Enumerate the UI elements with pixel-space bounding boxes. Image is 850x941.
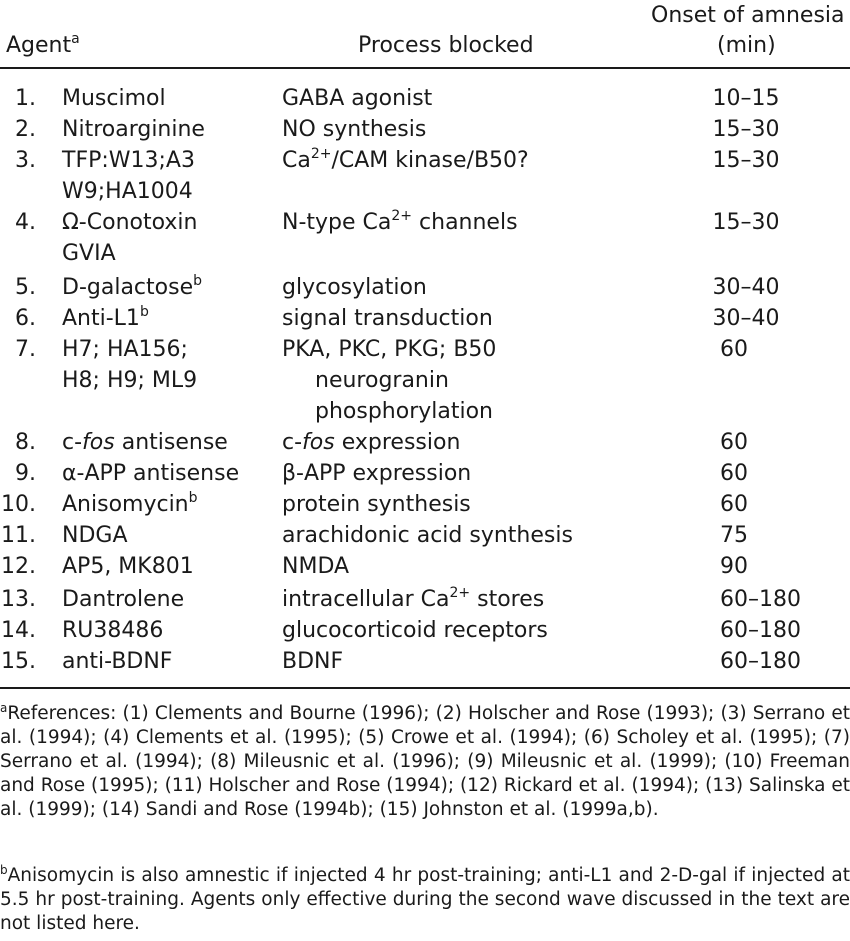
row-number: 8. [15, 430, 36, 455]
header-agent-label: Agent [6, 33, 72, 58]
header-rule [0, 67, 850, 69]
row-agent [62, 427, 228, 458]
footnote-b-text: Anisomycin is also amnestic if injected 4 hr post-training; anti-L1 and 2-D-gal if injected at 5.5 hr post-training. Agents only effective during the second wave discussed in the text are not listed here. [0, 865, 850, 934]
row-agent [62, 489, 198, 520]
row-onset: 30–40 [712, 306, 780, 331]
row-agent: Ω-Conotoxin [62, 210, 198, 235]
footnote-b-mark: b [0, 863, 8, 877]
agent-footnote-mark: b [193, 273, 202, 289]
row-process: glycosylation [282, 275, 427, 300]
row-agent-continuation: W9;HA1004 [62, 179, 193, 204]
row-number: 14. [1, 618, 36, 643]
row-agent [62, 303, 149, 334]
row-agent: Nitroarginine [62, 117, 205, 142]
row-agent: α-APP antisense [62, 461, 240, 486]
row-process: signal transduction [282, 306, 493, 331]
header-agent-footnote-mark: a [71, 31, 80, 47]
row-process-continuation: phosphorylation [315, 399, 493, 424]
row-onset: 60 [720, 337, 748, 362]
process-text-rest: stores [470, 587, 545, 612]
process-text-rest: expression [334, 430, 461, 455]
row-number: 7. [15, 337, 36, 362]
footnote-b [0, 864, 850, 936]
row-process-continuation: neurogranin [315, 368, 449, 393]
row-process: β-APP expression [282, 461, 472, 486]
row-onset: 30–40 [712, 275, 780, 300]
process-italic-text: fos [302, 430, 335, 455]
row-number: 15. [1, 649, 36, 674]
row-process: PKA, PKC, PKG; B50 [282, 337, 497, 362]
row-onset: 60–180 [720, 649, 801, 674]
header-process: Process blocked [358, 33, 534, 58]
row-onset: 60 [720, 461, 748, 486]
row-number: 11. [1, 523, 36, 548]
row-process: NMDA [282, 554, 350, 579]
row-process: glucocorticoid receptors [282, 618, 548, 643]
row-number: 1. [15, 86, 36, 111]
row-process [282, 145, 529, 176]
agent-text-rest: antisense [114, 430, 228, 455]
agent-footnote-mark: b [139, 304, 149, 320]
row-agent: AP5, MK801 [62, 554, 194, 579]
agent-italic-text: fos [82, 430, 115, 455]
footnote-a-mark: a [0, 701, 8, 715]
row-process [282, 207, 518, 238]
process-text: c- [282, 430, 303, 455]
row-number: 6. [15, 306, 36, 331]
row-onset: 15–30 [712, 117, 780, 142]
row-onset: 15–30 [712, 210, 780, 235]
process-text-rest: /CAM kinase/B50? [331, 148, 529, 173]
row-agent: H7; HA156; [62, 337, 188, 362]
row-number: 3. [15, 148, 36, 173]
bottom-rule [0, 687, 850, 689]
row-number: 13. [1, 587, 36, 612]
row-onset: 75 [720, 523, 748, 548]
header-onset-line1: Onset of amnesia [651, 3, 845, 28]
row-onset: 60 [720, 492, 748, 517]
process-superscript: 2+ [391, 208, 413, 224]
row-onset: 60–180 [720, 618, 801, 643]
row-onset: 10–15 [712, 86, 780, 111]
agent-text: Anti-L1 [62, 306, 140, 331]
row-process: BDNF [282, 649, 344, 674]
row-agent: NDGA [62, 523, 128, 548]
agent-text: Anisomycin [62, 492, 189, 517]
row-agent-continuation: H8; H9; ML9 [62, 368, 198, 393]
process-text: intracellular Ca [282, 587, 450, 612]
row-process: arachidonic acid synthesis [282, 523, 573, 548]
row-agent: anti-BDNF [62, 649, 173, 674]
row-process [282, 427, 460, 458]
row-number: 10. [1, 492, 36, 517]
process-superscript: 2+ [310, 146, 332, 162]
row-number: 12. [1, 554, 36, 579]
row-process [282, 584, 544, 615]
agent-text: c- [62, 430, 83, 455]
row-agent [62, 272, 202, 303]
agent-footnote-mark: b [188, 490, 198, 506]
header-onset-line2: (min) [717, 33, 776, 58]
row-number: 4. [15, 210, 36, 235]
row-agent: Muscimol [62, 86, 166, 111]
process-text: Ca [282, 148, 311, 173]
process-superscript: 2+ [449, 585, 471, 601]
row-process: protein synthesis [282, 492, 471, 517]
row-onset: 60 [720, 430, 748, 455]
row-onset: 60–180 [720, 587, 801, 612]
footnote-a [0, 702, 850, 822]
row-agent: Dantrolene [62, 587, 185, 612]
row-process: NO synthesis [282, 117, 427, 142]
row-agent: TFP:W13;A3 [62, 148, 195, 173]
row-process: GABA agonist [282, 86, 433, 111]
row-agent-continuation: GVIA [62, 241, 116, 266]
row-number: 2. [15, 117, 36, 142]
row-onset: 90 [720, 554, 748, 579]
row-number: 9. [15, 461, 36, 486]
header-agent [6, 30, 80, 61]
row-onset: 15–30 [712, 148, 780, 173]
process-text-rest: channels [412, 210, 518, 235]
process-text: N-type Ca [282, 210, 392, 235]
agent-text: D-galactose [62, 275, 194, 300]
row-number: 5. [15, 275, 36, 300]
row-agent: RU38486 [62, 618, 164, 643]
footnote-a-text: References: (1) Clements and Bourne (1996); (2) Holscher and Rose (1993); (3) Serrano et al. (1994); (4) Clements et al. (1995); (5) Crowe et al. (1994); (6) Scholey et al. (1995); (7) Serrano et al. (1994); (8) Mileusnic et al. (1996); (9) Mileusnic et al. (1999); (10) Freeman and Rose (1995); (11) Holscher and Rose (1994); (12) Rickard et al. (1994); (13) Salinska et al. (1999); (14) Sandi and Rose (1994b); (15) Johnston et al. (1999a,b). [0, 703, 850, 820]
